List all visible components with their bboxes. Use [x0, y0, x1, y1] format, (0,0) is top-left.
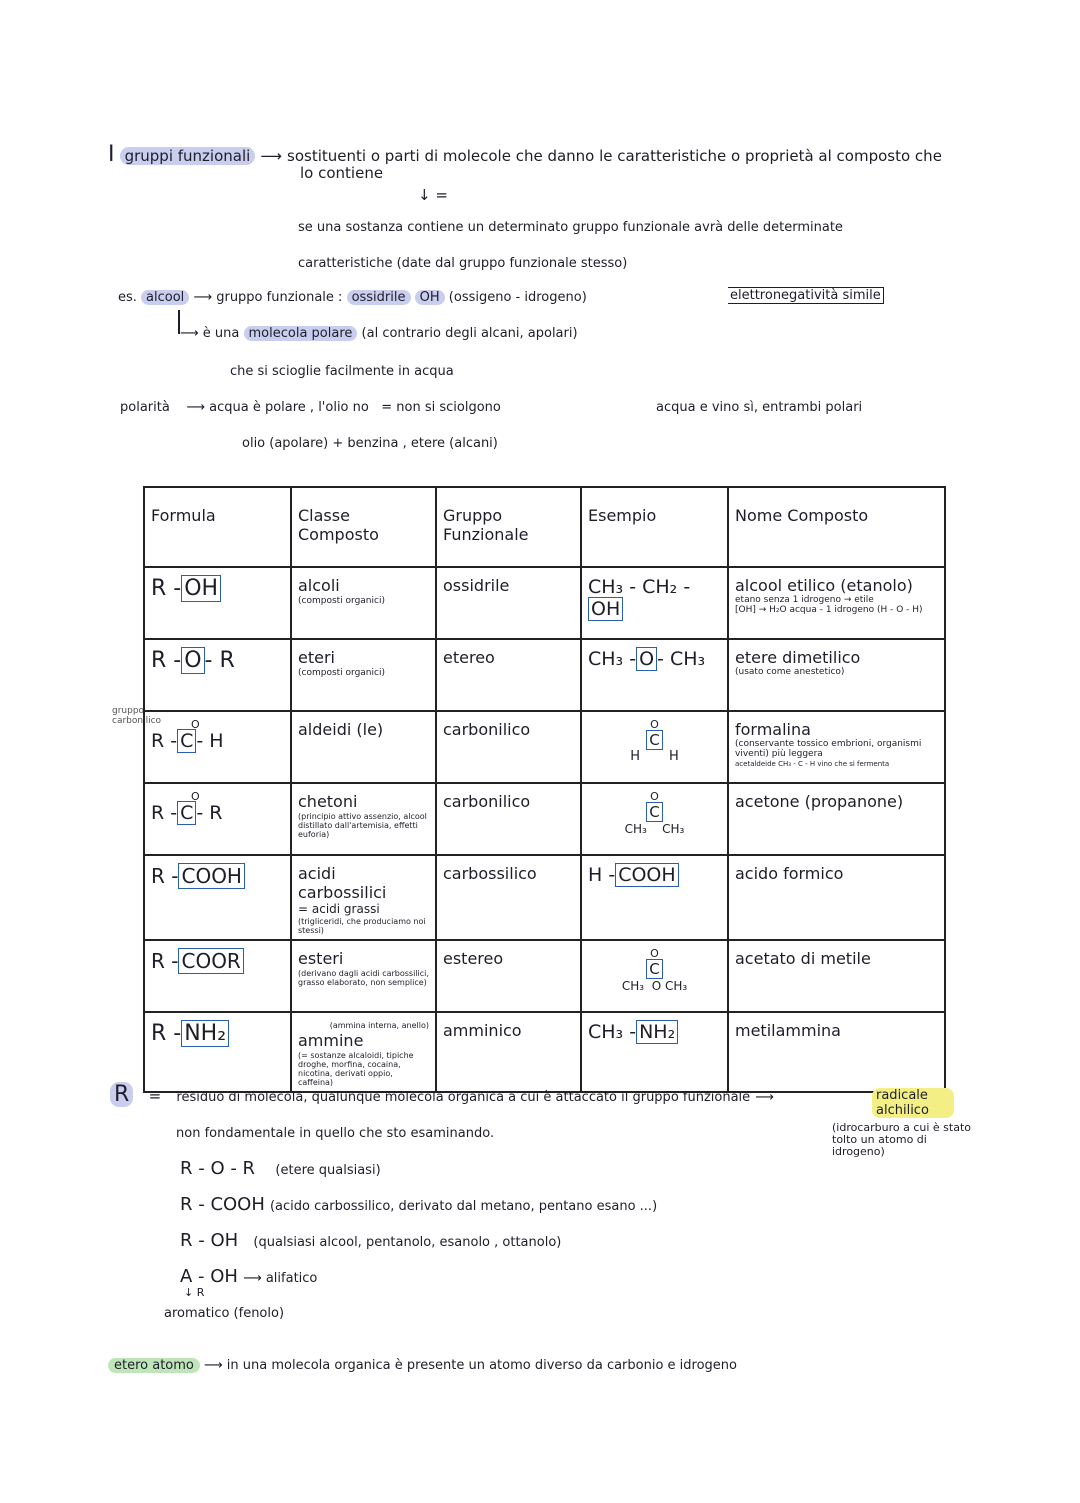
residue-example-4-sub — [184, 1286, 204, 1299]
example-pre: CH₃ - CH₂ - — [588, 576, 691, 598]
example-box: NH₂ — [636, 1020, 678, 1044]
row-group: ossidrile — [436, 567, 581, 639]
compound-name: acido formico — [735, 864, 844, 883]
residue-radical — [872, 1088, 954, 1118]
table-row — [144, 1012, 945, 1092]
example-arrow: ⟶ — [193, 290, 213, 305]
example-post: - CH₃ — [657, 648, 706, 670]
row-example — [581, 1012, 728, 1092]
residue-line-2: non fondamentale in quello che sto esaminando. — [176, 1126, 495, 1141]
class-sub-2: (trigliceridi, che produciamo noi stessi) — [298, 917, 426, 935]
compound-name: acetone (propanone) — [735, 792, 904, 811]
compound-note: (usato come anestetico) — [735, 667, 845, 677]
row-group: etereo — [436, 639, 581, 711]
class-label: esteri — [298, 949, 344, 968]
example-box: O — [636, 647, 657, 671]
compound-note-2: acetaldeide CH₃ - C - H vino che si fermenta — [735, 760, 890, 768]
class-top: (ammina interna, anello) — [329, 1021, 429, 1030]
formula-box: OH — [181, 575, 221, 602]
formula-top: O — [191, 790, 200, 803]
example-pre: CH₃ - — [588, 648, 637, 670]
hetero-text: in una molecola organica è presente un atomo diverso da carbonio e idrogeno — [226, 1358, 737, 1373]
row-class — [291, 567, 436, 639]
row-formula — [144, 567, 291, 639]
row-name — [728, 711, 945, 783]
header-class: Classe Composto — [291, 487, 436, 567]
header-formula: Formula — [144, 487, 291, 567]
row-name — [728, 855, 945, 940]
row-class — [291, 639, 436, 711]
table-header-row — [144, 487, 945, 567]
residue-ex-3-text: (qualsiasi alcool, pentanolo, esanolo , ottanolo) — [253, 1235, 562, 1250]
polarity-line-1: acqua è polare , l'olio no — [209, 400, 369, 415]
formula-pre: R - — [151, 648, 182, 673]
residue-line-1: residuo di molecola, qualunque molecola organica a cui è attaccato il gruppo funzionale — [176, 1090, 751, 1105]
example-prefix: es. — [118, 290, 137, 305]
formula-box: O — [181, 647, 204, 674]
formula-pre: R - — [151, 1021, 182, 1046]
formula-pre: R - — [151, 864, 179, 888]
class-label: alcoli — [298, 576, 340, 595]
row-formula — [144, 940, 291, 1012]
example-line — [118, 290, 587, 305]
table-row — [144, 783, 945, 855]
row-group: amminico — [436, 1012, 581, 1092]
example-term: alcool — [141, 290, 189, 305]
dissolve-line: che si scioglie facilmente in acqua — [230, 364, 454, 379]
class-sub: (derivano dagli acidi carbossilici, grasso elaborato, non semplice) — [298, 969, 429, 987]
hetero-line — [108, 1358, 737, 1373]
example-pre: H — [630, 749, 641, 764]
hetero-arrow: ⟶ — [204, 1358, 223, 1373]
example-top: O — [650, 947, 659, 960]
example-pre: CH₃ — [624, 822, 647, 836]
formula-top: O — [191, 718, 200, 731]
residue-ex-4-arrow: ↓ — [184, 1286, 194, 1299]
polar-term: molecola polare — [244, 326, 358, 341]
residue-example-2 — [180, 1194, 657, 1215]
example-post: CH₃ — [662, 822, 685, 836]
row-class — [291, 1012, 436, 1092]
row-group: carbossilico — [436, 855, 581, 940]
example-electro-text: elettronegatività simile — [728, 287, 884, 304]
row-name — [728, 940, 945, 1012]
compound-name: etere dimetilico — [735, 648, 861, 667]
row-formula — [144, 1012, 291, 1092]
row-group: carbonilico — [436, 711, 581, 783]
residue-radical-text: radicale alchilico — [872, 1088, 954, 1118]
polar-prefix: è una — [202, 326, 240, 341]
formula-pre: R - — [151, 730, 178, 752]
row-class — [291, 783, 436, 855]
compound-name: formalina — [735, 720, 811, 739]
residue-ex-2-text: (acido carbossilico, derivato dal metano, pentano esano ...) — [269, 1199, 658, 1214]
residue-ex-4-text: ⟶ alifatico — [243, 1271, 318, 1286]
residue-ex-2-formula: R - COOH — [180, 1194, 265, 1215]
row-example — [581, 567, 728, 639]
compound-name: metilammina — [735, 1021, 841, 1040]
table-row — [144, 711, 945, 783]
class-label: eteri — [298, 648, 335, 667]
row-formula — [144, 639, 291, 711]
example-group-desc: (ossigeno - idrogeno) — [448, 290, 587, 305]
formula-post: - R — [196, 802, 223, 824]
example-group-text: gruppo funzionale : — [216, 290, 343, 305]
intro-definition: sostituenti o parti di molecole che danno le caratteristiche o proprietà al composto che — [287, 147, 942, 165]
class-sub: (principio attivo assenzio, alcool distillato dall'artemisia, effetti euforia) — [298, 812, 427, 839]
example-post: O CH₃ — [651, 979, 688, 993]
side-note: gruppo carbonilico — [112, 706, 162, 726]
example-box: OH — [588, 597, 623, 621]
polarity-line-1c: acqua e vino sì, entrambi polari — [656, 400, 863, 415]
intro-line — [108, 142, 942, 167]
compound-name: alcool etilico (etanolo) — [735, 576, 913, 595]
formula-box: C — [177, 801, 196, 825]
example-group-formula: OH — [415, 290, 445, 305]
row-formula — [144, 711, 291, 783]
intro-line-1: se una sostanza contiene un determinato gruppo funzionale avrà delle determinate — [298, 220, 843, 235]
polarity-arrow: ⟶ — [186, 400, 205, 415]
residue-example-3 — [180, 1230, 561, 1251]
polarity-line-2: olio (apolare) + benzina , etere (alcani) — [242, 436, 498, 451]
intro-equal-arrow: ↓ = — [418, 186, 448, 204]
class-label: chetoni — [298, 792, 358, 811]
formula-box: COOR — [178, 948, 243, 974]
table-row — [144, 855, 945, 940]
residue-ex-4-sub: R — [196, 1286, 205, 1299]
class-sub: = acidi grassi — [298, 902, 380, 916]
hetero-term: etero atomo — [108, 1358, 200, 1373]
example-pre: CH₃ - — [588, 1021, 637, 1043]
example-pre: H - — [588, 864, 616, 886]
intro-definition-2: lo contiene — [300, 164, 384, 182]
row-class — [291, 940, 436, 1012]
polarity-line-1b: = non si sciolgono — [381, 400, 501, 415]
example-pre: CH₃ — [621, 979, 645, 993]
row-example — [581, 940, 728, 1012]
header-name: Nome Composto — [728, 487, 945, 567]
residue-example-4 — [180, 1266, 317, 1287]
example-box: C — [646, 730, 662, 750]
compound-note-2: [OH] → H₂O acqua - 1 idrogeno (H - O - H) — [735, 605, 923, 615]
intro-prefix: I — [108, 142, 115, 167]
class-label: ammine — [298, 1031, 364, 1050]
residue-example-1 — [180, 1158, 381, 1179]
residue-ex-1-text: (etere qualsiasi) — [275, 1163, 381, 1178]
row-formula — [144, 783, 291, 855]
formula-pre: R - — [151, 949, 179, 973]
class-label: acidi carbossilici — [298, 864, 387, 902]
row-name — [728, 567, 945, 639]
polarity-label: polarità — [120, 400, 170, 415]
example-top: O — [650, 790, 659, 803]
intro-term: gruppi funzionali — [120, 147, 256, 165]
class-label: aldeidi (le) — [298, 720, 384, 739]
polar-line — [180, 326, 578, 341]
residue-ex-4-formula: A - OH — [180, 1266, 238, 1287]
residue-ex-1-formula: R - O - R — [180, 1158, 256, 1179]
residue-radical-note: (idrocarburo a cui è stato tolto un atomo di idrogeno) — [832, 1121, 972, 1158]
row-group: carbonilico — [436, 783, 581, 855]
table-row — [144, 940, 945, 1012]
row-name — [728, 1012, 945, 1092]
row-example — [581, 783, 728, 855]
residue-ex-3-formula: R - OH — [180, 1230, 239, 1251]
class-sub: (composti organici) — [298, 668, 385, 678]
row-example — [581, 855, 728, 940]
residue-arrow: ⟶ — [755, 1090, 774, 1105]
header-example: Esempio — [581, 487, 728, 567]
example-box: C — [646, 959, 662, 979]
residue-symbol: R — [110, 1082, 133, 1107]
example-box: COOH — [615, 863, 678, 887]
residue-ex-4-note: aromatico (fenolo) — [164, 1306, 285, 1321]
residue-line — [110, 1082, 774, 1107]
row-class — [291, 855, 436, 940]
header-group: Gruppo Funzionale — [436, 487, 581, 567]
formula-post: - H — [196, 730, 224, 752]
polar-suffix: (al contrario degli alcani, apolari) — [361, 326, 578, 341]
table-row — [144, 567, 945, 639]
compound-name: acetato di metile — [735, 949, 871, 968]
row-example — [581, 639, 728, 711]
intro-line-2: caratteristiche (date dal gruppo funzionale stesso) — [298, 256, 628, 271]
row-class — [291, 711, 436, 783]
table-row — [144, 639, 945, 711]
row-name — [728, 639, 945, 711]
polarity-line — [120, 400, 501, 415]
row-name — [728, 783, 945, 855]
example-top: O — [650, 718, 659, 731]
example-post: H — [668, 749, 679, 764]
intro-arrow: ⟶ — [260, 147, 282, 165]
residue-equals: = — [148, 1087, 162, 1105]
formula-pre: R - — [151, 576, 182, 601]
row-group: estereo — [436, 940, 581, 1012]
formula-box: NH₂ — [181, 1020, 229, 1047]
row-formula — [144, 855, 291, 940]
compound-note: etano senza 1 idrogeno → etile — [735, 595, 874, 605]
example-electro — [728, 288, 884, 303]
row-example — [581, 711, 728, 783]
compound-note: (conservante tossico embrioni, organismi viventi) più leggera — [735, 739, 922, 759]
class-sub: (composti organici) — [298, 596, 385, 606]
formula-post: - R — [204, 648, 235, 673]
branch-arrow-icon: ⟶ — [180, 326, 199, 341]
functional-groups-table — [143, 486, 946, 1093]
formula-box: C — [177, 729, 196, 753]
example-group-name: ossidrile — [347, 290, 411, 305]
formula-pre: R - — [151, 802, 178, 824]
class-sub: (= sostanze alcaloidi, tipiche droghe, morfina, cocaina, nicotina, derivati oppio, caffeina) — [298, 1051, 414, 1087]
formula-box: COOH — [178, 863, 245, 889]
example-box: C — [646, 802, 662, 822]
